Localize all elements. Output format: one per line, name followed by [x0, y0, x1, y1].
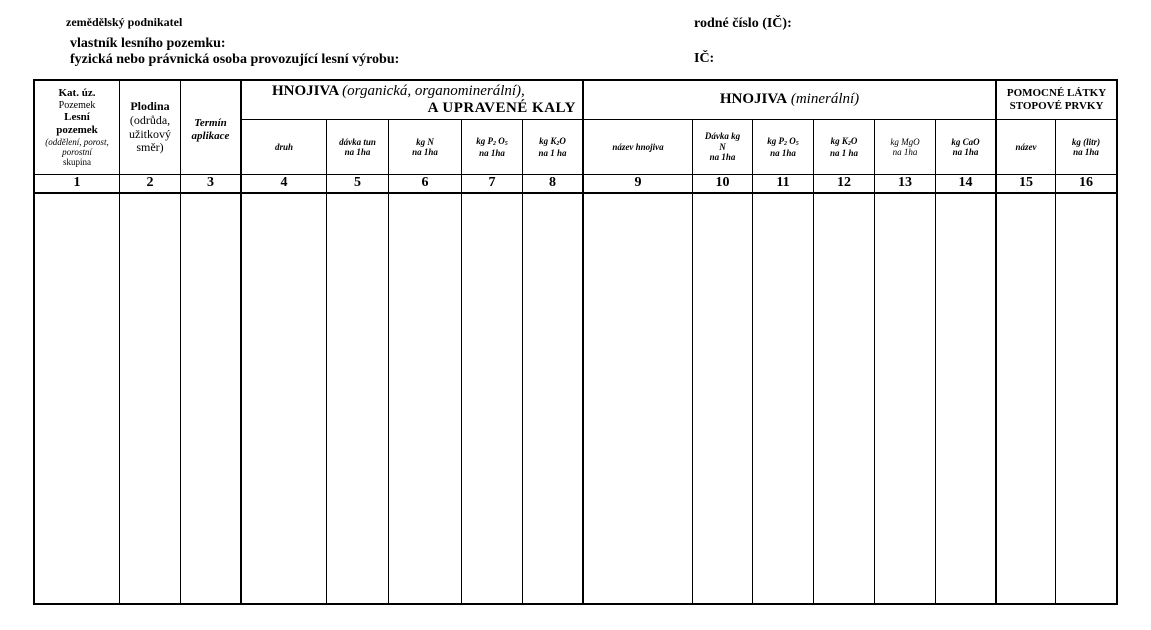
col4-header: druh: [274, 141, 293, 152]
col1-lesni-pozemek: pozemek: [56, 124, 98, 137]
farmer-label: zemědělský podnikatel: [66, 15, 183, 29]
col11-header: [753, 120, 813, 174]
col6-line1: kg N: [416, 136, 434, 147]
col-number-11: 11: [776, 175, 790, 191]
group-aux-line1: POMOCNÉ LÁTKY: [1006, 87, 1107, 100]
group-mineral-header: [584, 81, 995, 119]
col-number-13: 13: [898, 175, 912, 191]
col3-header: [181, 81, 240, 174]
col13-line1: kg MgO: [890, 136, 920, 147]
group-mineral-title-italic: (minerální): [790, 91, 860, 108]
col1-detail: (oddělení, porost, porostní: [45, 136, 109, 158]
col3-termin: Termín: [194, 117, 227, 129]
col5-line1: dávka tun: [339, 136, 376, 147]
col-number-9: 9: [634, 175, 642, 191]
col6-line2: na 1ha: [412, 147, 438, 157]
col2-plodina: Plodina: [130, 98, 170, 113]
col1-header: [35, 81, 119, 174]
col7-line1: kg $P_2$ $O_5$: [476, 135, 508, 147]
col-number-12: 12: [837, 175, 851, 191]
col14-line2: na 1ha: [952, 147, 979, 157]
col11-line2: na 1ha: [770, 147, 796, 158]
col13-header: [875, 120, 935, 174]
col2-odruda: (odrůda,: [129, 112, 171, 127]
col9-header: název hnojiva: [612, 141, 664, 152]
col12-line1: kg $K_2O$: [830, 135, 858, 147]
group-organic-title: HNOJIVA: [272, 82, 339, 99]
col12-line2: na 1 ha: [829, 147, 858, 158]
col8-line1: kg $K_2O$: [539, 135, 566, 147]
col-number-15: 15: [1019, 175, 1033, 191]
col11-line1: kg $P_2$ $O_5$: [767, 135, 799, 147]
col10-line3: na 1ha: [709, 152, 736, 163]
col10-line1: Dávka kg: [704, 131, 741, 142]
col7-header: [462, 120, 522, 174]
col-number-7: 7: [488, 175, 496, 191]
col2-uzitkovy: užitkový: [129, 126, 171, 141]
col-number-16: 16: [1079, 175, 1093, 191]
group-aux-header: [997, 81, 1116, 119]
col5-header: [327, 120, 388, 174]
col-number-14: 14: [958, 175, 973, 191]
col14-header: [936, 120, 995, 174]
col3-aplikace: aplikace: [191, 129, 230, 142]
col-number-4: 4: [280, 175, 288, 191]
col12-header: [814, 120, 874, 174]
col8-line2: na 1 ha: [538, 147, 567, 158]
col7-line2: na 1ha: [479, 147, 505, 158]
col13-line2: na 1ha: [892, 147, 918, 157]
col2-smer: směr): [136, 140, 164, 155]
col2-header: [120, 81, 180, 174]
col-number-3: 3: [207, 175, 214, 191]
col5-line2: na 1ha: [344, 147, 371, 157]
ic-label: IČ:: [694, 51, 715, 66]
group-organic-title-italic: (organická, organominerální),: [342, 82, 525, 99]
col-number-1: 1: [73, 175, 81, 191]
col14-line1: kg CaO: [951, 136, 980, 147]
col1-pozemek: Pozemek: [58, 99, 96, 111]
col6-header: [389, 120, 461, 174]
operator-label: fyzická nebo právnická osoba provozující lesní výrobu:: [70, 52, 400, 67]
col10-line2: N: [719, 141, 726, 152]
col-number-2: 2: [146, 175, 154, 191]
col8-header: [523, 120, 582, 174]
group-mineral-title: HNOJIVA: [719, 91, 788, 108]
col-number-8: 8: [549, 175, 556, 191]
col16-line1: kg (litr): [1071, 136, 1101, 147]
col-number-10: 10: [715, 175, 730, 191]
group-organic-header: [242, 81, 582, 119]
birth-number-label: rodné číslo (IČ):: [694, 16, 792, 31]
col1-skupina: skupina: [63, 157, 91, 168]
group-aux-line2: STOPOVÉ PRVKY: [1009, 100, 1104, 112]
col16-line2: na 1ha: [1073, 147, 1099, 157]
col1-kat: Kat. úz.: [58, 87, 96, 100]
col10-header: [693, 120, 752, 174]
col16-header: [1056, 120, 1116, 174]
col15-header: název: [1015, 141, 1037, 152]
col-number-5: 5: [354, 175, 361, 191]
col-number-6: 6: [421, 175, 429, 191]
group-organic-line2: A UPRAVENÉ KALY: [427, 100, 576, 116]
col1-lesni: Lesní: [64, 111, 90, 124]
forest-owner-label: vlastník lesního pozemku:: [70, 36, 226, 51]
